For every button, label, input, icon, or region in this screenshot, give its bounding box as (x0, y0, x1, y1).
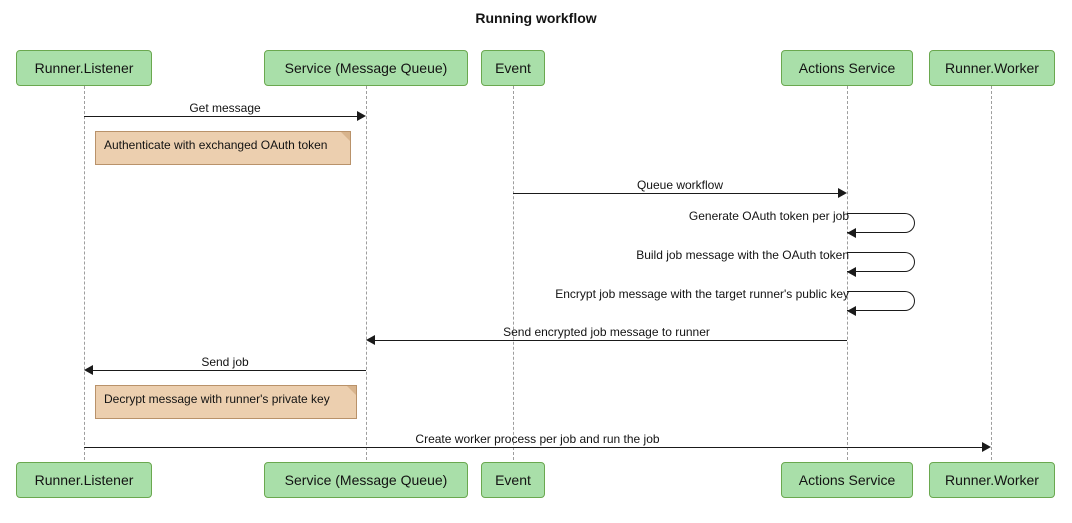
self-loop-encrypt-job-message (847, 291, 915, 311)
message-label-queue-workflow: Queue workflow (636, 178, 724, 192)
note-authenticate-oauth (95, 131, 351, 165)
message-line-send-encrypted-job-message (375, 340, 847, 341)
note-fold-corner (347, 386, 356, 395)
lifeline-event (513, 86, 514, 460)
message-label-generate-oauth-token: Generate OAuth token per job (688, 209, 849, 223)
arrow-head-get-message (357, 111, 366, 121)
arrow-head-encrypt-job-message (847, 306, 856, 316)
arrow-head-build-job-message (847, 267, 856, 277)
note-text: Decrypt message with runner's private key (104, 392, 330, 406)
note-decrypt-private-key (95, 385, 357, 419)
actor-top-actions-service[interactable]: Actions Service (781, 50, 913, 86)
actor-top-event[interactable]: Event (481, 50, 545, 86)
arrow-head-generate-oauth-token (847, 228, 856, 238)
arrow-head-send-job (84, 365, 93, 375)
arrow-head-create-worker-process (982, 442, 991, 452)
self-loop-generate-oauth-token (847, 213, 915, 233)
arrow-head-send-encrypted-job-message (366, 335, 375, 345)
note-text: Authenticate with exchanged OAuth token (104, 138, 328, 152)
actor-bottom-actions-service[interactable]: Actions Service (781, 462, 913, 498)
self-loop-build-job-message (847, 252, 915, 272)
message-line-create-worker-process (84, 447, 982, 448)
message-label-send-job: Send job (201, 355, 249, 369)
message-label-build-job-message: Build job message with the OAuth token (636, 248, 849, 262)
message-line-get-message (84, 116, 357, 117)
message-label-get-message: Get message (189, 101, 261, 115)
actor-bottom-service-message-queue[interactable]: Service (Message Queue) (264, 462, 468, 498)
message-line-queue-workflow (513, 193, 838, 194)
actor-top-runner-worker[interactable]: Runner.Worker (929, 50, 1055, 86)
actor-bottom-runner-listener[interactable]: Runner.Listener (16, 462, 152, 498)
message-line-send-job (93, 370, 366, 371)
actor-top-runner-listener[interactable]: Runner.Listener (16, 50, 152, 86)
actor-bottom-event[interactable]: Event (481, 462, 545, 498)
lifeline-service-message-queue (366, 86, 367, 460)
actor-top-service-message-queue[interactable]: Service (Message Queue) (264, 50, 468, 86)
actor-bottom-runner-worker[interactable]: Runner.Worker (929, 462, 1055, 498)
note-fold-corner (341, 132, 350, 141)
diagram-title: Running workflow (475, 10, 597, 26)
message-label-create-worker-process: Create worker process per job and run the job (415, 432, 660, 446)
message-label-send-encrypted-job-message: Send encrypted job message to runner (503, 325, 710, 339)
lifeline-runner-worker (991, 86, 992, 460)
lifeline-runner-listener (84, 86, 85, 460)
arrow-head-queue-workflow (838, 188, 847, 198)
message-label-encrypt-job-message: Encrypt job message with the target runner's public key (555, 287, 849, 301)
